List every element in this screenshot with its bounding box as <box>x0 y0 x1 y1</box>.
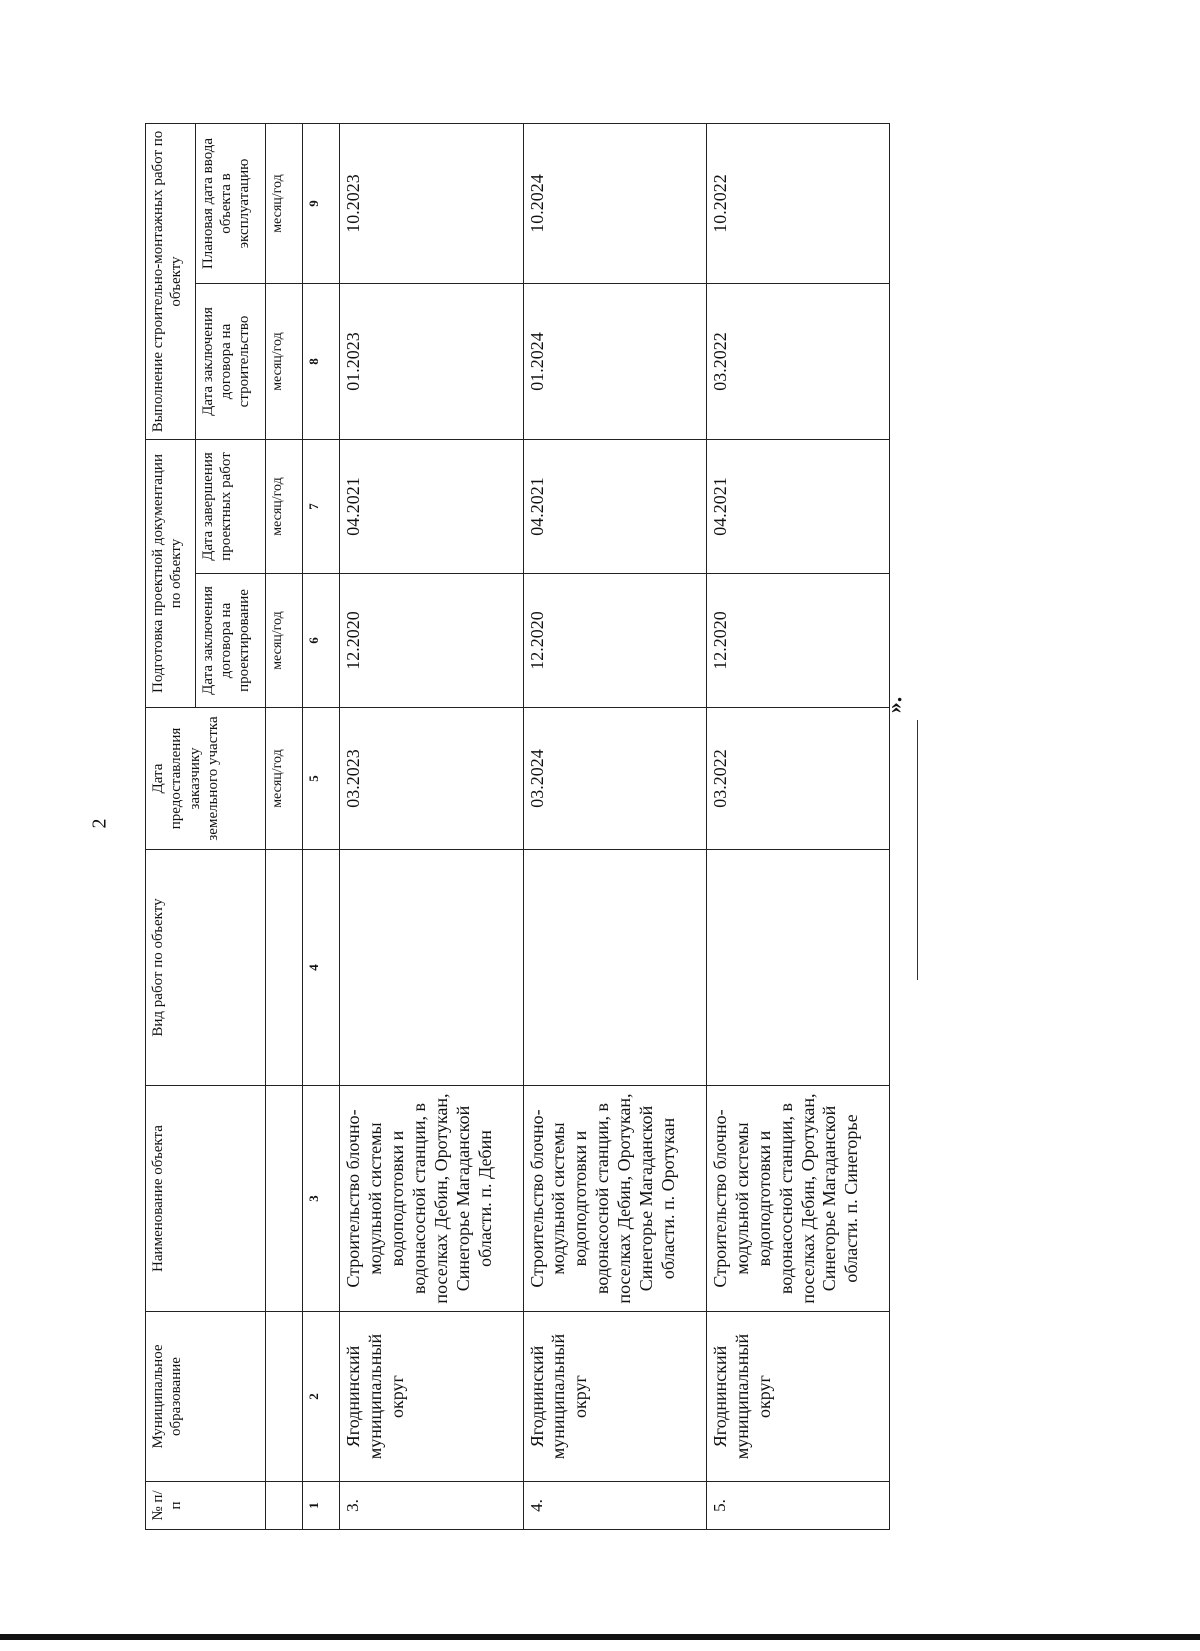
unit-cell: месяц/год <box>266 124 303 284</box>
units-row <box>266 124 303 1530</box>
page-bottom-border <box>0 1634 1200 1640</box>
header-construction-group: Выполнение строительно-монтажных работ по объекту <box>146 124 196 440</box>
header-design-completion: Дата завершения проектных работ <box>195 440 266 574</box>
unit-cell: месяц/год <box>266 708 303 850</box>
land-date-cell: 03.2024 <box>523 708 706 850</box>
design-contract-cell: 12.2020 <box>706 574 889 708</box>
object-name-cell: Строительство блочно-модульной системы водоподготовки и водонасосной станции, в поселках Дебин, Оротукан, Синегорье Магаданской области. п. Оротукан <box>523 1086 706 1312</box>
design-completion-cell: 04.2021 <box>523 440 706 574</box>
column-number: 7 <box>303 440 340 574</box>
row-number: 4. <box>523 1482 706 1530</box>
land-date-cell: 03.2022 <box>706 708 889 850</box>
schedule-table-container <box>145 124 890 1530</box>
table-row <box>523 124 706 1530</box>
commissioning-cell: 10.2022 <box>706 124 889 284</box>
construction-contract-cell: 03.2022 <box>706 284 889 440</box>
construction-contract-cell: 01.2024 <box>523 284 706 440</box>
commissioning-cell: 10.2024 <box>523 124 706 284</box>
column-number: 2 <box>303 1312 340 1482</box>
work-type-cell <box>523 850 706 1086</box>
header-work-type: Вид работ по объекту <box>146 850 266 1086</box>
unit-cell <box>266 1482 303 1530</box>
municipality-cell: Ягоднинский муниципальный округ <box>340 1312 523 1482</box>
table-row <box>340 124 523 1530</box>
column-number: 4 <box>303 850 340 1086</box>
column-number: 1 <box>303 1482 340 1530</box>
object-name-cell: Строительство блочно-модульной системы водоподготовки и водонасосной станции, в поселках Дебин, Оротукан, Синегорье Магаданской области. п. Дебин <box>340 1086 523 1312</box>
column-number: 5 <box>303 708 340 850</box>
header-commissioning: Плановая дата ввода объекта в эксплуатацию <box>195 124 266 284</box>
row-number: 3. <box>340 1482 523 1530</box>
header-design-group: Подготовка проектной документации по объекту <box>146 440 196 708</box>
header-row-1 <box>146 124 196 1530</box>
construction-contract-cell: 01.2023 <box>340 284 523 440</box>
unit-cell: месяц/год <box>266 284 303 440</box>
design-completion-cell: 04.2021 <box>706 440 889 574</box>
closing-rule <box>917 720 918 980</box>
header-design-contract: Дата заключения договора на проектирование <box>195 574 266 708</box>
unit-cell: месяц/год <box>266 574 303 708</box>
column-number: 9 <box>303 124 340 284</box>
column-number: 8 <box>303 284 340 440</box>
closing-quote: ». <box>881 696 907 714</box>
municipality-cell: Ягоднинский муниципальный округ <box>706 1312 889 1482</box>
work-type-cell <box>340 850 523 1086</box>
land-date-cell: 03.2023 <box>340 708 523 850</box>
object-name-cell: Строительство блочно-модульной системы водоподготовки и водонасосной станции, в поселках Дебин, Оротукан, Синегорье Магаданской области. п. Синегорье <box>706 1086 889 1312</box>
unit-cell <box>266 1312 303 1482</box>
column-number: 6 <box>303 574 340 708</box>
row-number: 5. <box>706 1482 889 1530</box>
unit-cell <box>266 850 303 1086</box>
design-contract-cell: 12.2020 <box>340 574 523 708</box>
schedule-table <box>145 123 890 1530</box>
column-number: 3 <box>303 1086 340 1312</box>
table-row <box>706 124 889 1530</box>
header-land-date: Дата предоставления заказчику земельного участка <box>146 708 266 850</box>
design-completion-cell: 04.2021 <box>340 440 523 574</box>
header-municipality: Муниципальное образование <box>146 1312 266 1482</box>
municipality-cell: Ягоднинский муниципальный округ <box>523 1312 706 1482</box>
header-object-name: Наименование объекта <box>146 1086 266 1312</box>
design-contract-cell: 12.2020 <box>523 574 706 708</box>
header-num: № п/п <box>146 1482 266 1530</box>
page-number: 2 <box>88 818 111 829</box>
column-number-row <box>303 124 340 1530</box>
unit-cell: месяц/год <box>266 440 303 574</box>
work-type-cell <box>706 850 889 1086</box>
unit-cell <box>266 1086 303 1312</box>
header-construction-contract: Дата заключения договора на строительство <box>195 284 266 440</box>
commissioning-cell: 10.2023 <box>340 124 523 284</box>
